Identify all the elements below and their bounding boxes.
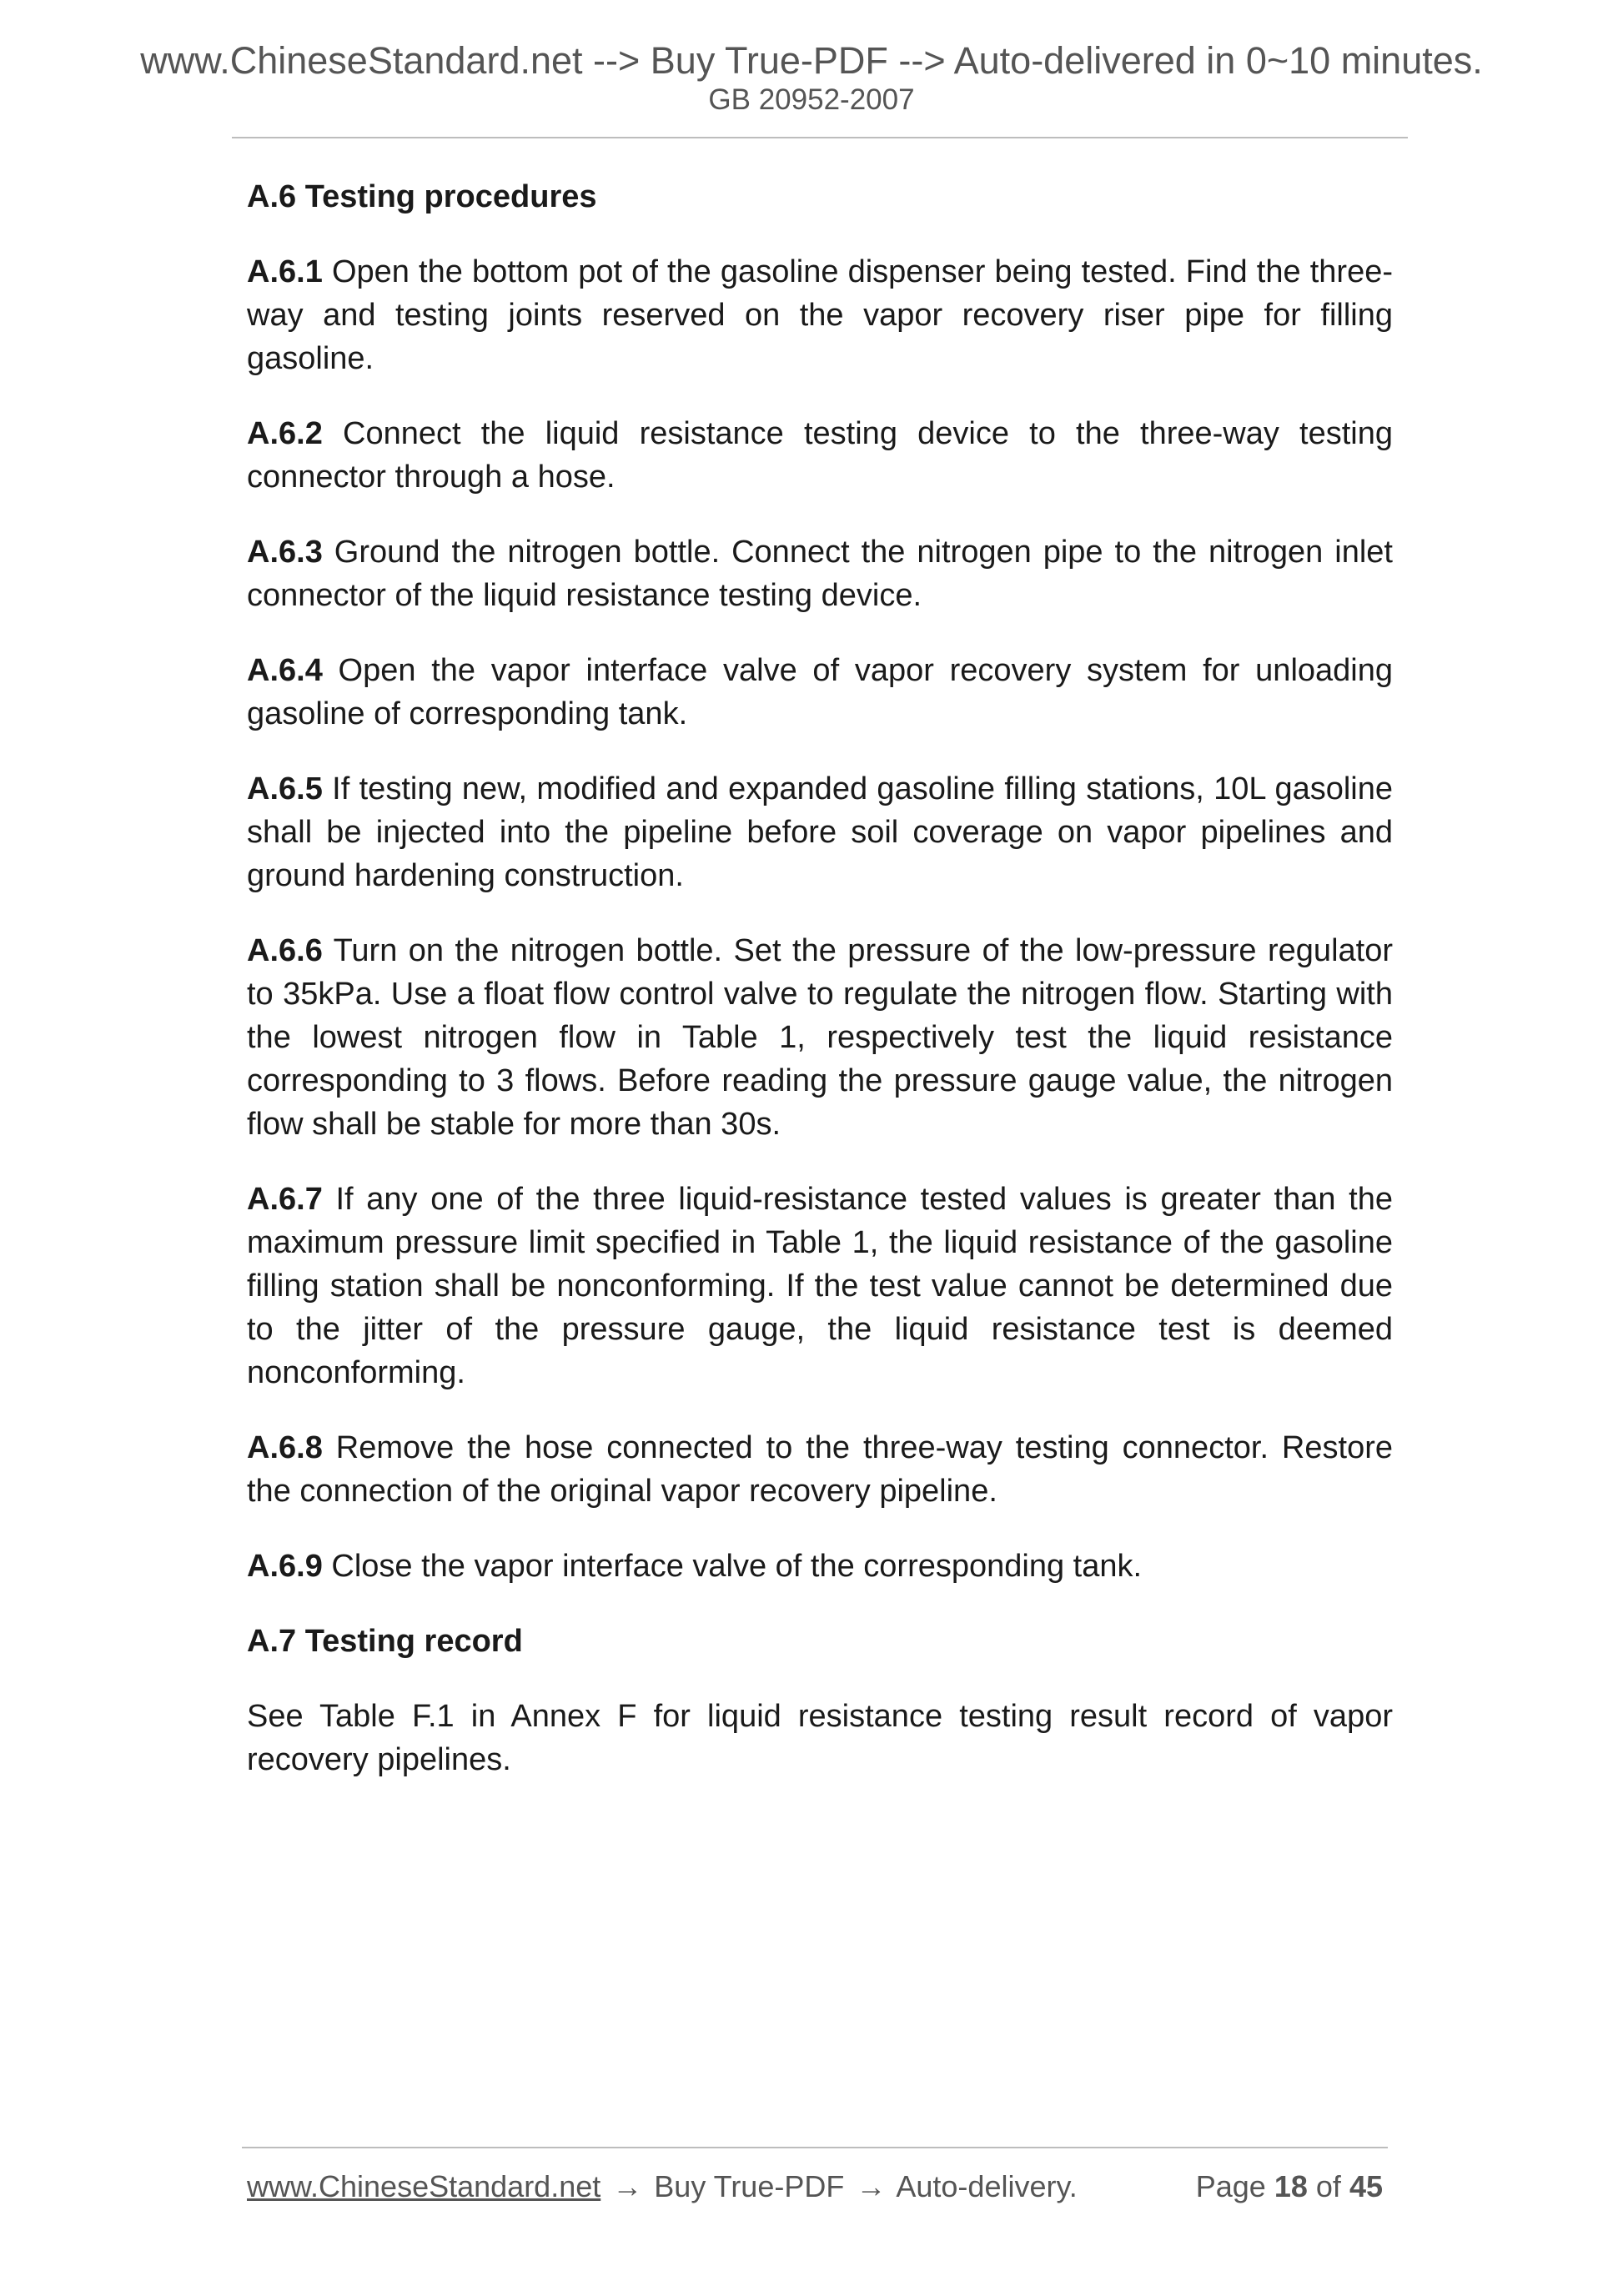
page-label: Page bbox=[1195, 2169, 1266, 2203]
of-label: of bbox=[1315, 2169, 1341, 2203]
clause-text: If testing new, modified and expanded gasoline filling stations, 10L gasoline shall be injected into the pipeline before soil coverage on vapor pipelines and ground hardening construction. bbox=[247, 771, 1393, 893]
footer-site-link[interactable]: www.ChineseStandard.net bbox=[247, 2169, 601, 2203]
clause-text: Connect the liquid resistance testing device to the three-way testing connector through a hose. bbox=[247, 416, 1393, 495]
clause-text: If any one of the three liquid-resistance tested values is greater than the maximum pressure limit specified in Table 1, the liquid resistance of the gasoline filling station shall be nonconforming. If the test value cannot be determined due to the jitter of the pressure gauge, the liquid resistance test is deemed nonconforming. bbox=[247, 1182, 1393, 1390]
arrow-right-icon: → bbox=[612, 2169, 643, 2203]
clause-text: Open the vapor interface valve of vapor recovery system for unloading gasoline of corresponding tank. bbox=[247, 653, 1393, 731]
clause-a6-5 bbox=[247, 767, 1393, 897]
record-paragraph: See Table F.1 in Annex F for liquid resistance testing result record of vapor recovery pipelines. bbox=[247, 1699, 1393, 1777]
clause-number: A.6.1 bbox=[247, 254, 323, 289]
page-footer bbox=[247, 2168, 1393, 2205]
clause-number: A.6.8 bbox=[247, 1430, 323, 1465]
document-id: GB 20952-2007 bbox=[708, 83, 915, 116]
top-banner: www.ChineseStandard.net --> Buy True-PDF --> Auto-delivered in 0~10 minutes. bbox=[140, 39, 1483, 82]
clause-number: A.6.7 bbox=[247, 1182, 323, 1217]
clause-a6-6 bbox=[247, 929, 1393, 1146]
clause-number: A.6.9 bbox=[247, 1549, 323, 1584]
clause-a6-8 bbox=[247, 1426, 1393, 1513]
section-heading-a7: A.7 Testing record bbox=[247, 1624, 523, 1659]
clause-a6-1 bbox=[247, 250, 1393, 380]
page-number: 18 bbox=[1274, 2169, 1308, 2203]
clause-a6-2 bbox=[247, 412, 1393, 499]
footer-delivery-text: Auto-delivery. bbox=[896, 2169, 1078, 2203]
footer-buy-text: Buy True-PDF bbox=[654, 2169, 845, 2203]
arrow-right-icon: → bbox=[856, 2169, 887, 2203]
clause-number: A.6.4 bbox=[247, 653, 323, 688]
clause-text: Open the bottom pot of the gasoline dispenser being tested. Find the three-way and testing joints reserved on the vapor recovery riser pipe for filling gasoline. bbox=[247, 254, 1393, 376]
page-content bbox=[247, 175, 1393, 1813]
header-divider bbox=[232, 137, 1408, 138]
page-indicator bbox=[1196, 2168, 1383, 2205]
clause-a6-3 bbox=[247, 530, 1393, 617]
clause-text: Close the vapor interface valve of the corresponding tank. bbox=[322, 1549, 1143, 1584]
clause-a6-9 bbox=[247, 1545, 1393, 1588]
clause-a6-7 bbox=[247, 1178, 1393, 1394]
clause-number: A.6.6 bbox=[247, 933, 323, 968]
clause-a6-4 bbox=[247, 649, 1393, 736]
clause-number: A.6.3 bbox=[247, 535, 323, 570]
clause-number: A.6.2 bbox=[247, 416, 323, 451]
section-heading-a6: A.6 Testing procedures bbox=[247, 179, 597, 214]
footer-divider bbox=[242, 2147, 1388, 2148]
clause-text: Ground the nitrogen bottle. Connect the nitrogen pipe to the nitrogen inlet connector of the liquid resistance testing device. bbox=[247, 535, 1393, 613]
clause-text: Turn on the nitrogen bottle. Set the pressure of the low-pressure regulator to 35kPa. Use a float flow control valve to regulate the nitrogen flow. Starting with the lowest nitrogen flow in Table 1, respectively test the liquid resistance corresponding to 3 flows. Before reading the pressure gauge value, the nitrogen flow shall be stable for more than 30s. bbox=[247, 933, 1393, 1142]
page-total: 45 bbox=[1349, 2169, 1383, 2203]
clause-text: Remove the hose connected to the three-way testing connector. Restore the connection of the original vapor recovery pipeline. bbox=[247, 1430, 1393, 1509]
clause-number: A.6.5 bbox=[247, 771, 323, 806]
